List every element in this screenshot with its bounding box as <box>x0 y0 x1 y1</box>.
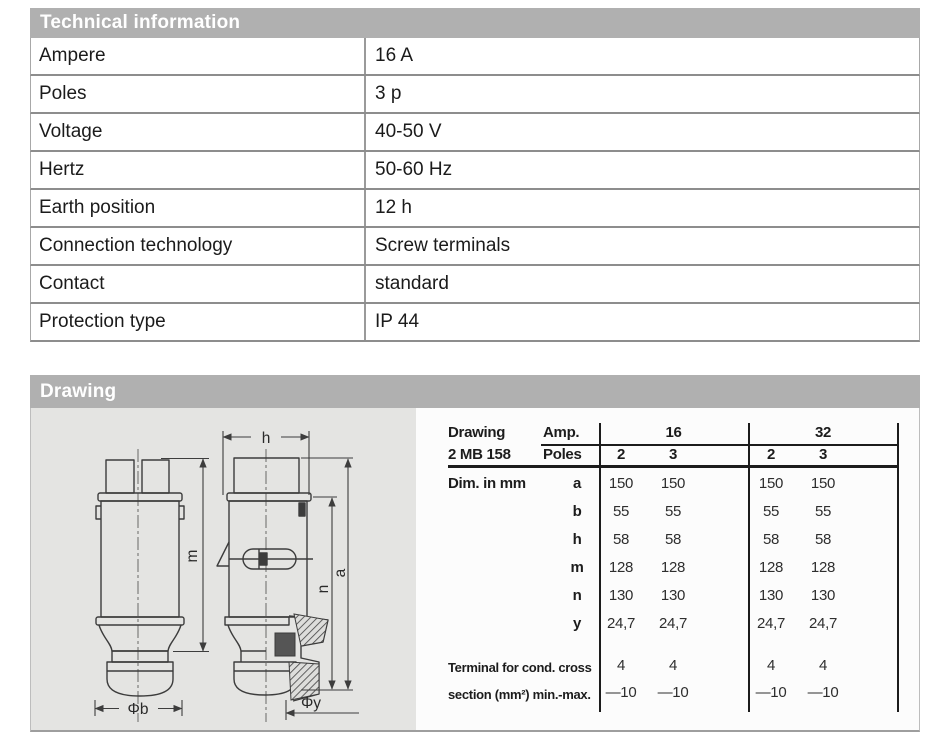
dim-value: 150 <box>758 475 784 492</box>
spec-row-contact <box>30 266 920 304</box>
dim-value: 55 <box>814 503 832 520</box>
dim-value: 150 <box>660 475 686 492</box>
technical-information-section <box>30 8 920 342</box>
dim-value: 130 <box>660 587 686 604</box>
dim-label-phi-y: Φy <box>300 695 322 712</box>
pole-col: 2 <box>766 446 776 463</box>
dim-value: 24,7 <box>607 615 635 632</box>
dim-label-a: a <box>332 568 349 578</box>
terminal-value: 4 <box>668 657 678 674</box>
technical-information-header: Technical information <box>30 8 920 38</box>
dim-value: 24,7 <box>757 615 785 632</box>
spec-label: Ampere <box>31 38 366 74</box>
spec-row-earth-position <box>30 190 920 228</box>
spec-value: IP 44 <box>375 311 420 332</box>
dim-label-phi-b: Φb <box>127 701 149 718</box>
dim-letter: b <box>572 503 582 520</box>
dim-value: 130 <box>810 587 836 604</box>
terminal-value: 4 <box>766 657 776 674</box>
terminal-value: 4 <box>616 657 626 674</box>
terminal-value: —10 <box>657 684 689 701</box>
spec-label: Voltage <box>31 114 366 150</box>
poles-header: Poles <box>543 446 582 463</box>
spec-label: Connection technology <box>31 228 366 264</box>
dimension-table <box>31 408 919 730</box>
dim-label-h: h <box>261 430 271 447</box>
pole-col: 3 <box>668 446 678 463</box>
spec-value: standard <box>375 273 449 294</box>
spec-row-voltage <box>30 114 920 152</box>
spec-label: Earth position <box>31 190 366 226</box>
amp-group-16: 16 <box>665 424 682 441</box>
terminal-label-line2: section (mm²) min.-max. <box>448 687 591 702</box>
spec-row-poles <box>30 76 920 114</box>
drawing-section <box>30 375 920 732</box>
spec-label: Poles <box>31 76 366 112</box>
drawing-header: Drawing <box>30 375 920 408</box>
spec-row-ampere <box>30 38 920 76</box>
spec-value: 50-60 Hz <box>375 159 453 180</box>
spec-value: 3 p <box>375 83 402 104</box>
dim-letter: m <box>570 559 584 576</box>
dim-label-m: m <box>184 549 201 563</box>
column-separator <box>897 423 899 712</box>
spec-row-connection-technology <box>30 228 920 266</box>
dim-caption: Dim. in mm <box>448 475 526 492</box>
amp-header: Amp. <box>543 424 580 441</box>
terminal-value: —10 <box>755 684 787 701</box>
spec-value: 40-50 V <box>375 121 442 142</box>
spec-label: Protection type <box>31 304 366 340</box>
dim-value: 128 <box>660 559 686 576</box>
spec-label: Contact <box>31 266 366 302</box>
dim-value: 24,7 <box>659 615 687 632</box>
terminal-label-line1: Terminal for cond. cross <box>448 660 592 675</box>
spec-value: Screw terminals <box>375 235 511 256</box>
dim-value: 128 <box>608 559 634 576</box>
spec-label: Hertz <box>31 152 366 188</box>
spec-value: 12 h <box>375 197 412 218</box>
dim-letter: h <box>572 531 582 548</box>
amp-group-32: 32 <box>814 424 832 441</box>
dim-value: 55 <box>762 503 780 520</box>
dim-value: 55 <box>664 503 682 520</box>
dim-value: 55 <box>612 503 630 520</box>
dim-letter: a <box>572 475 582 492</box>
spec-row-hertz <box>30 152 920 190</box>
terminal-value: —10 <box>605 684 637 701</box>
dim-value: 150 <box>810 475 836 492</box>
dim-value: 128 <box>758 559 784 576</box>
dim-label-n: n <box>315 584 332 594</box>
rule-under-poles <box>448 465 899 468</box>
pole-col: 2 <box>616 446 626 463</box>
dim-value: 150 <box>608 475 634 492</box>
dim-letter: y <box>572 615 582 632</box>
drawing-panel <box>30 408 920 732</box>
dim-value: 58 <box>762 531 780 548</box>
pole-col: 3 <box>818 446 828 463</box>
dim-letter: n <box>572 587 582 604</box>
dim-value: 58 <box>814 531 832 548</box>
table-ref-line2: 2 MB 158 <box>448 446 511 463</box>
table-ref-line1: Drawing <box>448 424 506 441</box>
terminal-value: —10 <box>807 684 839 701</box>
dim-value: 130 <box>608 587 634 604</box>
dim-value: 130 <box>758 587 784 604</box>
spec-row-protection-type <box>30 304 920 342</box>
dim-value: 24,7 <box>809 615 837 632</box>
dim-value: 58 <box>664 531 682 548</box>
dim-value: 58 <box>612 531 630 548</box>
dim-value: 128 <box>810 559 836 576</box>
terminal-value: 4 <box>818 657 828 674</box>
spec-value: 16 A <box>375 45 414 66</box>
